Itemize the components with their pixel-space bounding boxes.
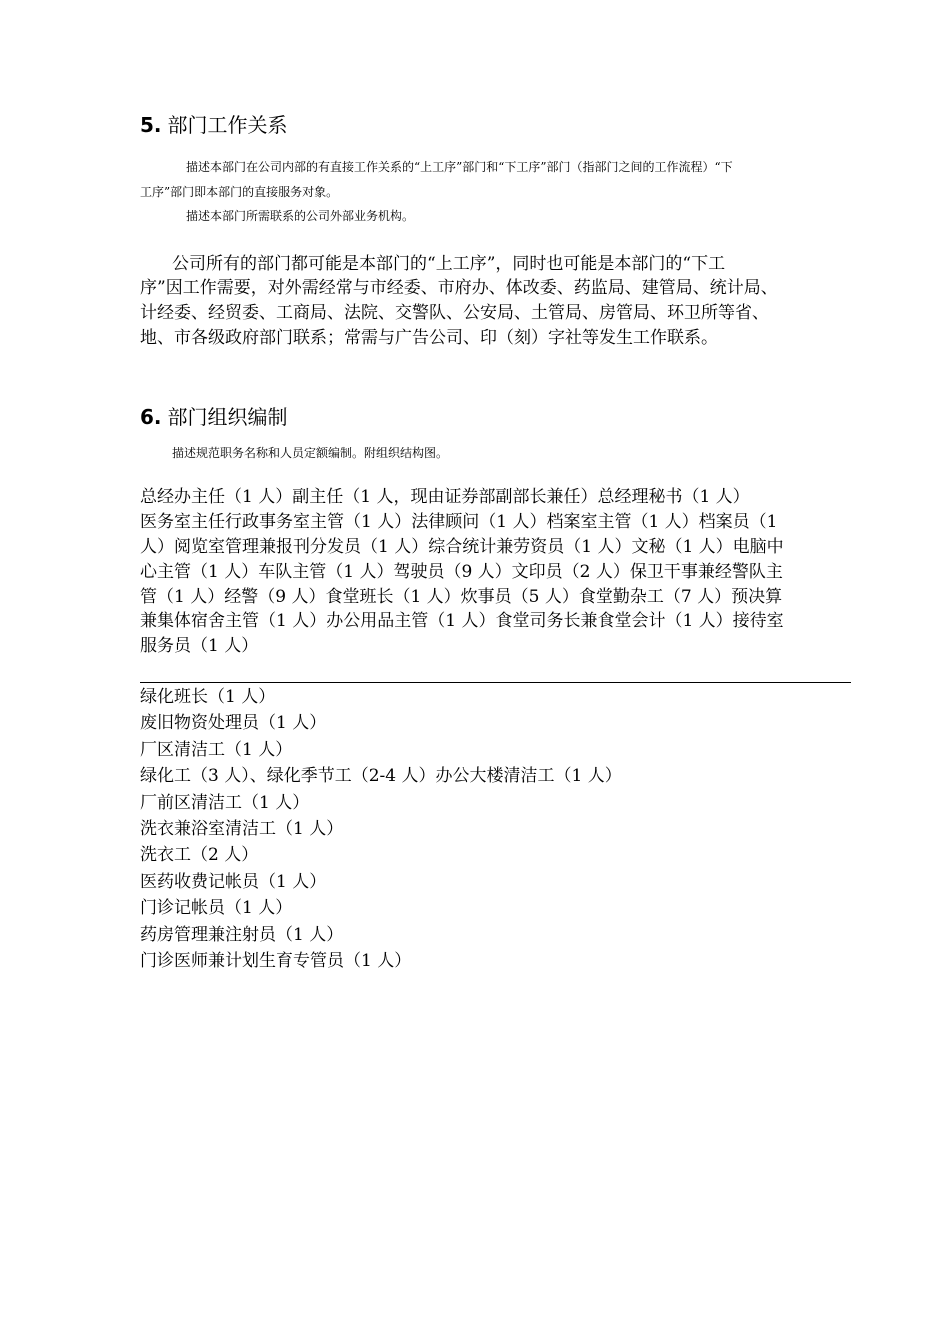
staff-list-item: 厂前区清洁工（1 人） [140,792,310,813]
section-5-heading [140,112,288,138]
horizontal-rule [140,682,851,683]
org-line-5: 管（1 人）经警（9 人）食堂班长（1 人）炊事员（5 人）食堂勤杂工（7 人）预决算 [140,587,783,607]
org-line-4: 心主管（1 人）车队主管（1 人）驾驶员（9 人）文印员（2 人）保卫干事兼经警队主 [140,562,783,582]
staff-list [140,684,622,974]
staff-list-item: 厂区清洁工（1 人） [140,739,293,760]
section-6-number: 6. [140,405,162,429]
staff-list-item: 门诊医师兼计划生育专管员（1 人） [140,951,412,972]
section-6-heading [140,404,288,430]
section-6-desc: 描述规范职务名称和人员定额编制。附组织结构图。 [172,446,449,460]
section-5-body-line-1: 公司所有的部门都可能是本部门的“上工序”，同时也可能是本部门的“下工 [172,254,726,274]
staff-list-item: 废旧物资处理员（1 人） [140,713,327,734]
section-5-title: 部门工作关系 [167,113,288,137]
staff-list-item: 洗衣工（2 人） [140,845,259,866]
org-line-7: 服务员（1 人） [140,636,259,656]
org-line-6: 兼集体宿舍主管（1 人）办公用品主管（1 人）食堂司务长兼食堂会计（1 人）接待室 [140,611,784,631]
section-5-desc-line-1: 描述本部门在公司内部的有直接工作关系的“上工序”部门和“下工序”部门（指部门之间的工作流程）“下 [186,160,733,174]
section-5-number: 5. [140,113,162,137]
section-5-body-line-2: 序”因工作需要，对外需经常与市经委、市府办、体改委、药监局、建管局、统计局、 [140,278,778,298]
org-line-3: 人）阅览室管理兼报刊分发员（1 人）综合统计兼劳资员（1 人）文秘（1 人）电脑中 [140,537,784,557]
section-5-body-line-4: 地、市各级政府部门联系；常需与广告公司、印（刻）字社等发生工作联系。 [140,328,718,348]
staff-list-item: 绿化班长（1 人） [140,687,276,707]
staff-list-item: 门诊记帐员（1 人） [140,898,293,919]
org-line-1: 总经办主任（1 人）副主任（1 人，现由证券部副部长兼任）总经理秘书（1 人） [140,487,750,507]
staff-list-item: 药房管理兼注射员（1 人） [140,924,344,945]
section-5-desc-line-3: 描述本部门所需联系的公司外部业务机构。 [186,209,415,223]
section-5-desc-line-2: 工序”部门即本部门的直接服务对象。 [140,185,339,199]
section-5-body-line-3: 计经委、经贸委、工商局、法院、交警队、公安局、土管局、房管局、环卫所等省、 [140,303,769,323]
staff-list-item: 洗衣兼浴室清洁工（1 人） [140,819,344,840]
staff-list-item: 绿化工（3 人）、绿化季节工（2-4 人）办公大楼清洁工（1 人） [140,766,622,787]
staff-list-item: 医药收费记帐员（1 人） [140,871,327,892]
org-line-2: 医务室主任行政事务室主管（1 人）法律顾问（1 人）档案室主管（1 人）档案员（1 [140,512,778,532]
section-6-title: 部门组织编制 [167,405,288,429]
